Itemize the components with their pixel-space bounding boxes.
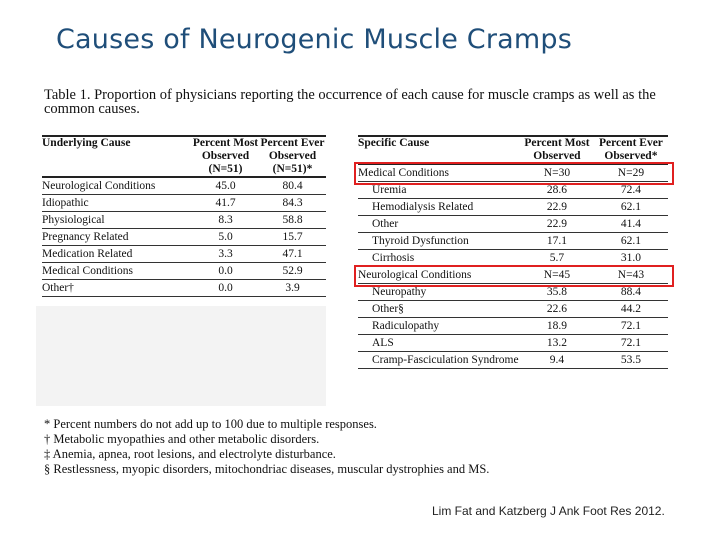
- footnote: ‡ Anemia, apnea, root lesions, and electrolyte disturbance.: [44, 447, 336, 461]
- cause-cell: ALS: [358, 335, 520, 352]
- cause-cell: Hemodialysis Related: [358, 199, 520, 216]
- percent-cell: 84.3: [259, 195, 326, 212]
- percent-cell: 5.0: [192, 229, 259, 246]
- percent-cell: 31.0: [594, 250, 668, 267]
- percent-cell: 58.8: [259, 212, 326, 229]
- cause-cell: Cramp-Fasciculation Syndrome: [358, 352, 520, 369]
- cause-cell: Thyroid Dysfunction: [358, 233, 520, 250]
- table-row: [42, 280, 326, 297]
- table-row: [358, 335, 668, 352]
- cause-cell: Neuropathy: [358, 284, 520, 301]
- column-header: Specific Cause: [358, 136, 520, 164]
- percent-cell: 47.1: [259, 246, 326, 263]
- table-row: [358, 318, 668, 335]
- highlight-box-medical-conditions: [354, 162, 674, 185]
- cause-cell: Pregnancy Related: [42, 229, 192, 246]
- percent-cell: 18.9: [520, 318, 594, 335]
- footnote: * Percent numbers do not add up to 100 due to multiple responses.: [44, 417, 377, 431]
- percent-cell: N=45: [520, 267, 594, 284]
- percent-cell: 9.4: [520, 352, 594, 369]
- citation: Lim Fat and Katzberg J Ank Foot Res 2012.: [432, 504, 665, 518]
- percent-cell: 22.9: [520, 199, 594, 216]
- percent-cell: N=30: [520, 164, 594, 182]
- percent-cell: 13.2: [520, 335, 594, 352]
- table-row: [358, 352, 668, 369]
- percent-cell: 62.1: [594, 199, 668, 216]
- cause-cell: Medication Related: [42, 246, 192, 263]
- table-row: [42, 177, 326, 195]
- footnotes: [44, 417, 489, 477]
- table-row: [42, 195, 326, 212]
- cause-cell: Other: [358, 216, 520, 233]
- percent-cell: 0.0: [192, 263, 259, 280]
- table-row: [358, 216, 668, 233]
- slide-title: Causes of Neurogenic Muscle Cramps: [56, 24, 573, 55]
- cause-cell: Radiculopathy: [358, 318, 520, 335]
- cause-cell: Other§: [358, 301, 520, 318]
- percent-cell: 53.5: [594, 352, 668, 369]
- percent-cell: 44.2: [594, 301, 668, 318]
- percent-cell: 5.7: [520, 250, 594, 267]
- table-row: [358, 301, 668, 318]
- column-header: Underlying Cause: [42, 136, 192, 177]
- column-header: Percent Ever Observed (N=51)*: [260, 137, 325, 175]
- cause-cell: Cirrhosis: [358, 250, 520, 267]
- percent-cell: 41.4: [594, 216, 668, 233]
- percent-cell: 17.1: [520, 233, 594, 250]
- percent-cell: 15.7: [259, 229, 326, 246]
- highlight-box-neurological-conditions: [354, 265, 674, 287]
- table-row: [42, 212, 326, 229]
- percent-cell: 45.0: [192, 177, 259, 195]
- percent-cell: 72.4: [594, 182, 668, 199]
- cause-cell: Other†: [42, 280, 192, 297]
- percent-cell: 88.4: [594, 284, 668, 301]
- percent-cell: 22.9: [520, 216, 594, 233]
- percent-cell: 52.9: [259, 263, 326, 280]
- percent-cell: 41.7: [192, 195, 259, 212]
- percent-cell: 0.0: [192, 280, 259, 297]
- table-row: [358, 199, 668, 216]
- percent-cell: 80.4: [259, 177, 326, 195]
- column-header: Percent Most Observed: [520, 136, 594, 164]
- percent-cell: 28.6: [520, 182, 594, 199]
- percent-cell: N=43: [594, 267, 668, 284]
- table-row: [358, 233, 668, 250]
- table-row: [42, 246, 326, 263]
- percent-cell: 3.9: [259, 280, 326, 297]
- footnote: † Metabolic myopathies and other metabolic disorders.: [44, 432, 320, 446]
- table-row: [42, 263, 326, 280]
- underlying-cause-table: [42, 135, 326, 297]
- percent-cell: 8.3: [192, 212, 259, 229]
- percent-cell: 72.1: [594, 318, 668, 335]
- table-caption: Table 1. Proportion of physicians reporting the occurrence of each cause for muscle cramps as well as the common causes.: [44, 87, 656, 117]
- table-row: [42, 229, 326, 246]
- footnote: § Restlessness, myopic disorders, mitochondriac diseases, muscular dystrophies and MS.: [44, 462, 490, 476]
- cause-cell: Neurological Conditions: [42, 177, 192, 195]
- cause-cell: Physiological: [42, 212, 192, 229]
- cause-cell: Medical Conditions: [42, 263, 192, 280]
- percent-cell: 72.1: [594, 335, 668, 352]
- empty-region: [36, 306, 326, 406]
- percent-cell: 35.8: [520, 284, 594, 301]
- percent-cell: N=29: [594, 164, 668, 182]
- column-header: Percent Ever Observed*: [594, 136, 668, 164]
- percent-cell: 3.3: [192, 246, 259, 263]
- cause-cell: Idiopathic: [42, 195, 192, 212]
- cause-cell: Uremia: [358, 182, 520, 199]
- percent-cell: 62.1: [594, 233, 668, 250]
- cause-cell: Neurological Conditions: [358, 267, 520, 284]
- column-header: Percent Most Observed (N=51): [192, 137, 259, 175]
- percent-cell: 22.6: [520, 301, 594, 318]
- cause-cell: Medical Conditions: [358, 164, 520, 182]
